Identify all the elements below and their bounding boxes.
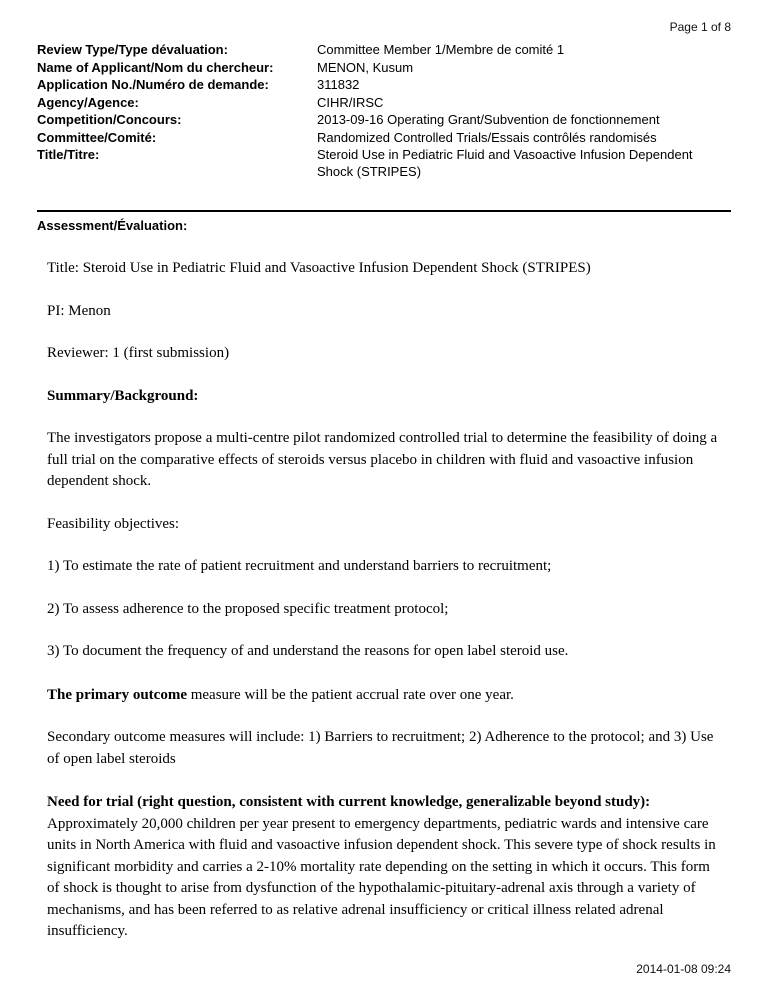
paragraph-objective-1-text: 1) To estimate the rate of patient recruitment and understand barriers to recruitment; [47, 558, 552, 574]
paragraph-feasibility-objectives [47, 514, 724, 536]
paragraph-objective-2-text: 2) To assess adherence to the proposed specific treatment protocol; [47, 600, 449, 617]
heading-summary-background [47, 386, 724, 408]
paragraph-objective-3 [47, 641, 724, 663]
document-header [37, 42, 731, 180]
paragraph-primary-outcome-bold: The primary outcome [47, 686, 187, 703]
field-label-applicant: Name of Applicant/Nom du chercheur: [37, 59, 274, 75]
field-label-title: Title/Titre: [37, 147, 100, 162]
header-fields [37, 42, 731, 180]
paragraph-objective-2 [47, 599, 724, 621]
field-value-applicant: MENON, Kusum [317, 59, 414, 75]
field-label-committee: Committee/Comité: [37, 129, 157, 145]
paragraph-primary-outcome-rest: measure will be the patient accrual rate over one year. [186, 686, 514, 703]
field-value-committee: Randomized Controlled Trials/Essais contrôlés randomisés [317, 129, 657, 145]
field-label-review-type: Review Type/Type dévaluation: [37, 42, 228, 57]
field-label-application-no: Application No./Numéro de demande: [37, 77, 269, 92]
assessment-body [47, 258, 724, 964]
assessment-heading: Assessment/Évaluation: [37, 218, 188, 233]
paragraph-reviewer-text: Reviewer: 1 (first submission) [47, 345, 230, 361]
paragraph-secondary-outcome [47, 727, 724, 770]
paragraph-feasibility-objectives-text: Feasibility objectives: [47, 515, 180, 532]
paragraph-secondary-outcome-text: Secondary outcome measures will include: 1) Barriers to recruitment; 2) Adherence to the protocol; and 3) Use of open label steroids [47, 729, 714, 767]
heading-need-for-trial: Need for trial (right question, consistent with current knowledge, generalizable beyond study): [47, 794, 651, 810]
paragraph-title-text: Title: Steroid Use in Pediatric Fluid and Vasoactive Infusion Dependent Shock (STRIPES) [47, 260, 591, 276]
paragraph-pi-text: PI: Menon [47, 302, 111, 319]
paragraph-objective-3-text: 3) To document the frequency of and understand the reasons for open label steroid use. [47, 643, 569, 659]
section-need-for-trial [47, 792, 724, 943]
field-value-title: Steroid Use in Pediatric Fluid and Vasoactive Infusion Dependent Shock (STRIPES) [317, 147, 693, 179]
section-divider [37, 210, 731, 212]
paragraph-pi [47, 301, 724, 323]
field-label-agency: Agency/Agence: [37, 94, 139, 110]
field-value-competition: 2013-09-16 Operating Grant/Subvention de fonctionnement [317, 112, 660, 127]
paragraph-need-for-trial-text: Approximately 20,000 children per year present to emergency departments, pediatric wards and intensive care units in North America with fluid and vasoactive infusion dependent shock. This severe type of shock results in significant morbidity and carries a 2-10% mortality rate depending on the setting in which it occurs. This form of shock is thought to arise from dysfunction of the hypothalamic-pituitary-adrenal axis through a variety of mechanisms, and has been referred to as relative adrenal insufficiency or critical illness related adrenal insufficiency. [47, 815, 716, 939]
heading-summary-background-text: Summary/Background: [47, 387, 199, 404]
paragraph-title [47, 258, 724, 280]
field-value-application-no: 311832 [317, 77, 360, 92]
page-indicator: Page 1 of 8 [669, 20, 731, 34]
paragraph-reviewer [47, 343, 724, 365]
paragraph-objective-1 [47, 556, 724, 578]
field-value-agency: CIHR/IRSC [317, 94, 384, 110]
field-label-competition: Competition/Concours: [37, 112, 182, 127]
paragraph-summary-text: The investigators propose a multi-centre pilot randomized controlled trial to determine the feasibility of doing a full trial on the comparative effects of steroids versus placebo in children with fluid and vasoactive infusion dependent shock. [47, 430, 718, 489]
field-value-review-type: Committee Member 1/Membre de comité 1 [317, 42, 565, 57]
paragraph-summary [47, 428, 724, 493]
footer-timestamp: 2014-01-08 09:24 [636, 962, 731, 976]
paragraph-primary-outcome [47, 685, 724, 707]
